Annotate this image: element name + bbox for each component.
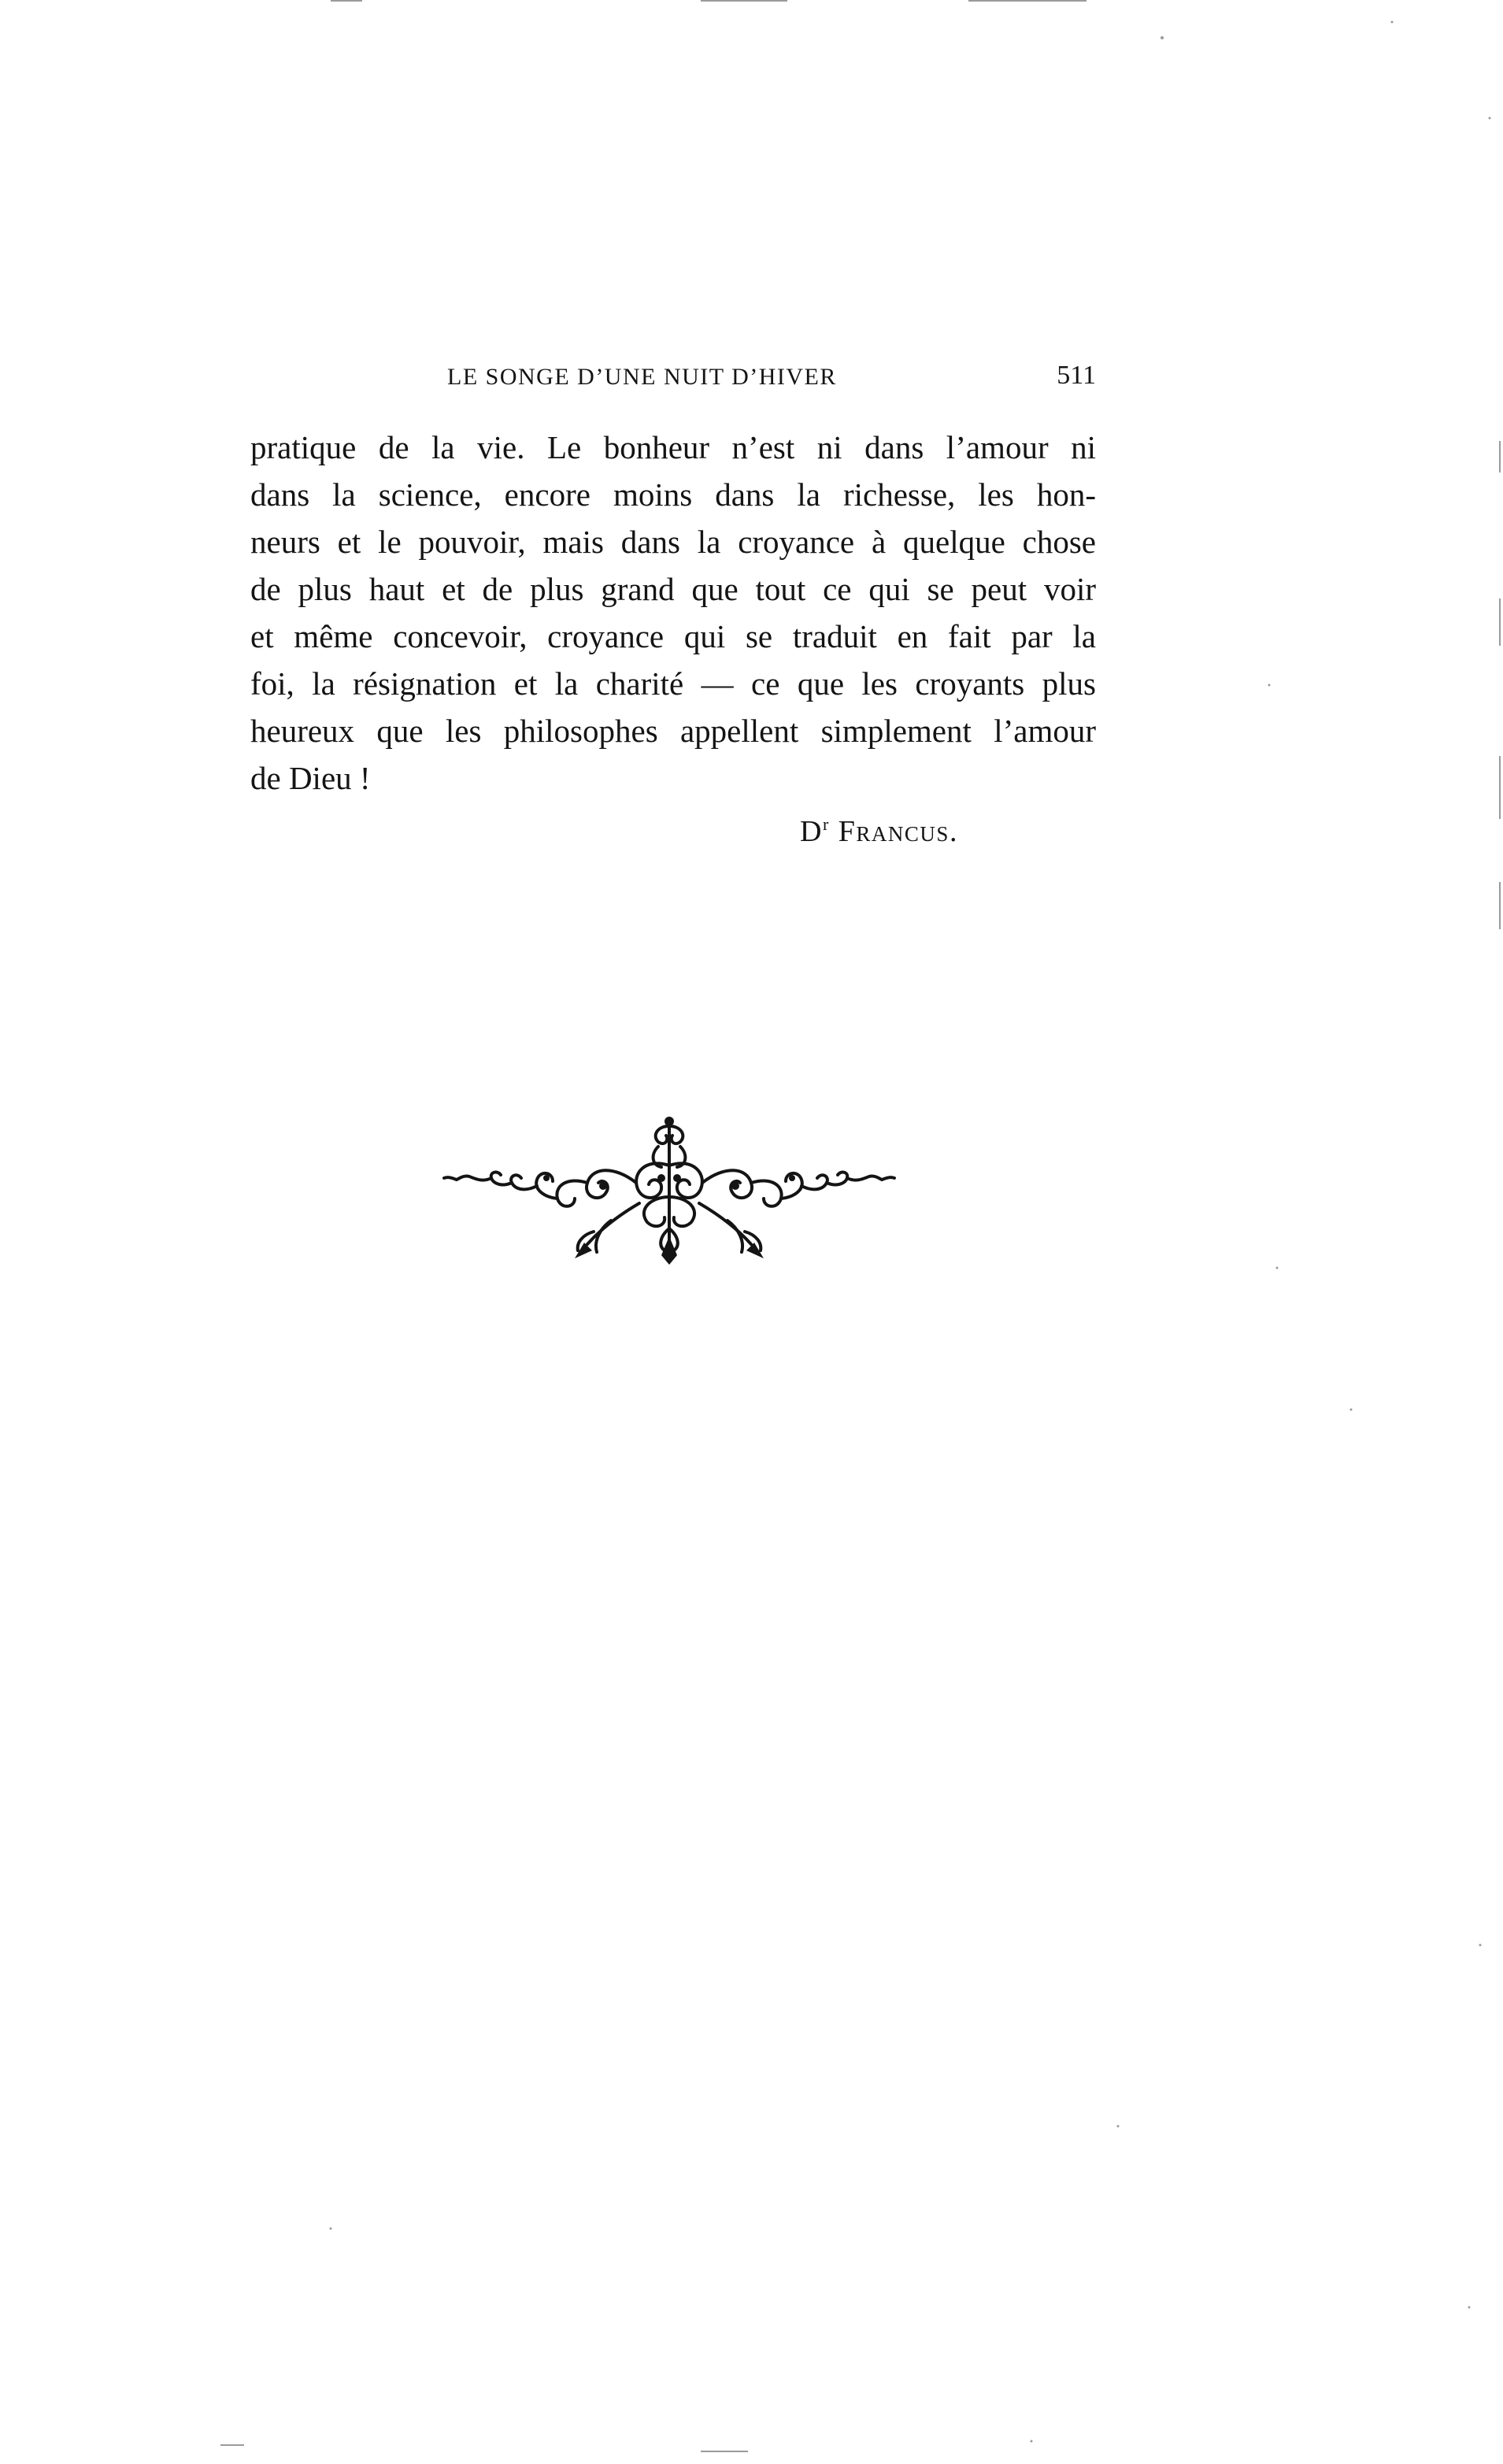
text-line: dans la science, encore moins dans la richesse, les hon-: [250, 476, 1096, 513]
running-title: LE SONGE D’UNE NUIT D’HIVER: [447, 364, 837, 390]
text-line: neurs et le pouvoir, mais dans la croyance à quelque chose: [250, 524, 1096, 560]
signature-superscript: r: [822, 814, 830, 834]
text-line: de Dieu !: [250, 760, 371, 796]
signature-prefix: D: [800, 815, 823, 848]
text-line: et même concevoir, croyance qui se traduit en fait par la: [250, 618, 1096, 654]
text-line: foi, la résignation et la charité — ce que les croyants plus: [250, 665, 1096, 702]
body-paragraph: [250, 424, 1096, 802]
author-signature: [800, 814, 958, 849]
text-line: pratique de la vie. Le bonheur n’est ni dans l’amour ni: [250, 429, 1096, 465]
text-line: heureux que les philosophes appellent simplement l’amour: [250, 713, 1096, 749]
fleuron-ornament-icon: [425, 1110, 913, 1268]
text-line: de plus haut et de plus grand que tout ce qui se peut voir: [250, 571, 1096, 607]
signature-name: Francus.: [838, 815, 958, 848]
running-header: [250, 359, 1096, 397]
page-number: 511: [1057, 361, 1096, 390]
